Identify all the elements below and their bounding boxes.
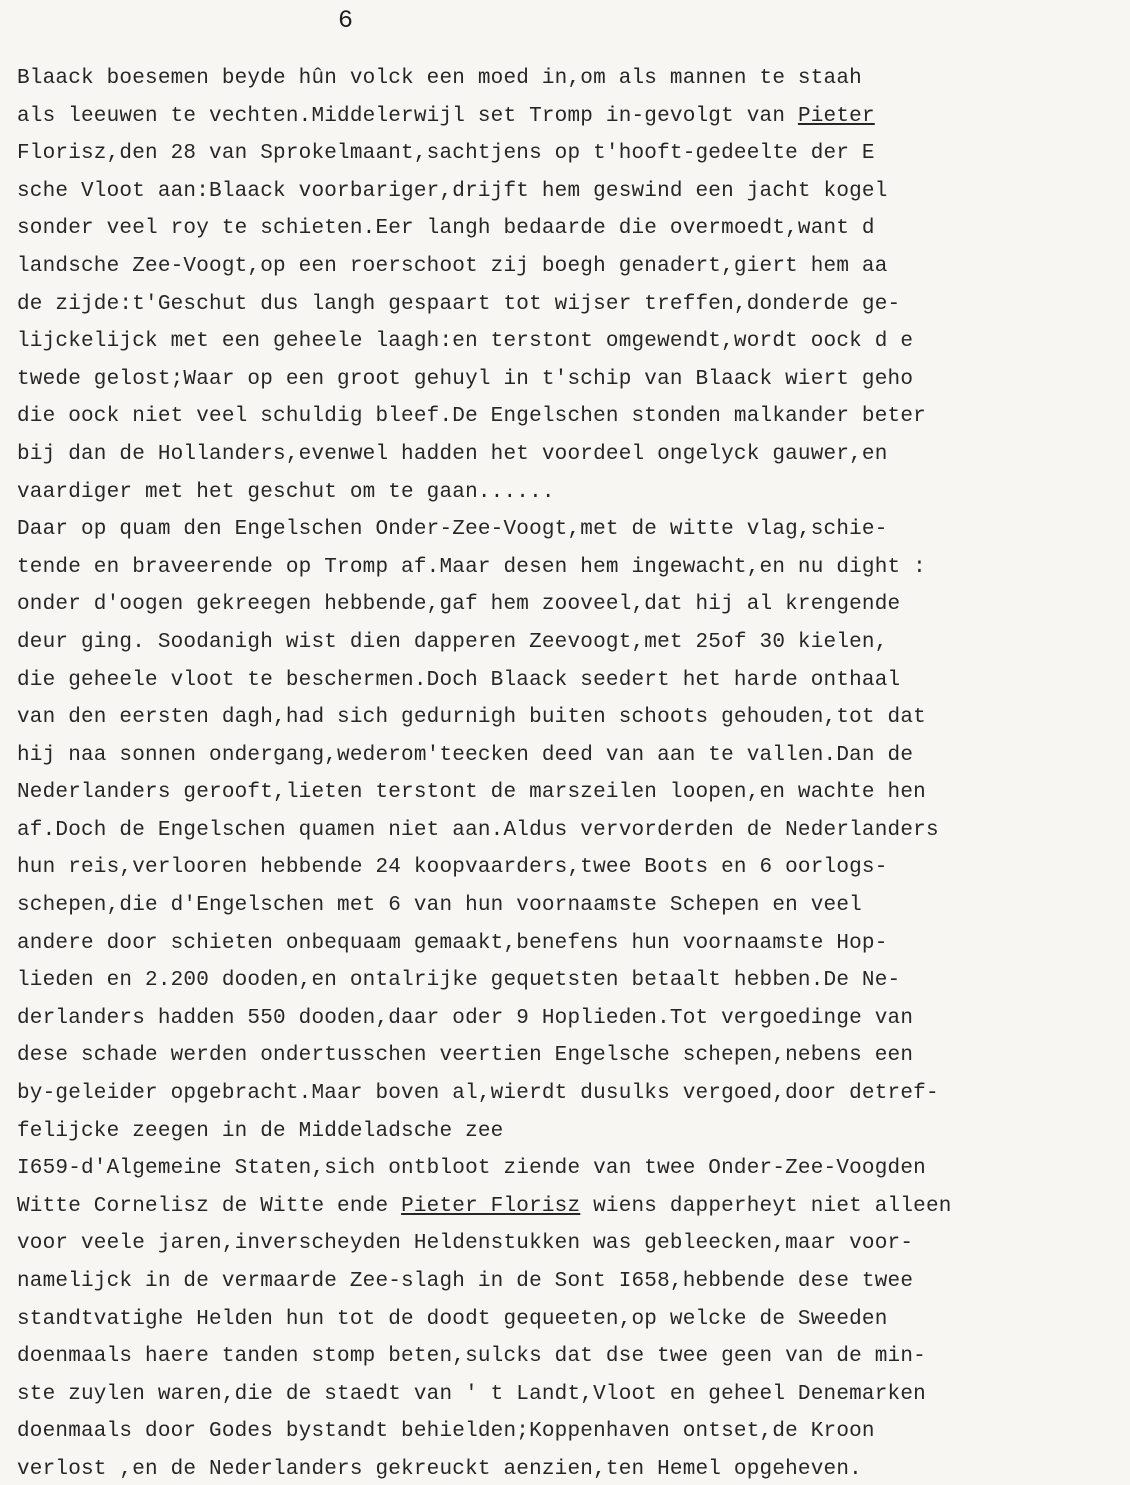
text-line: lijckelijck met een geheele laagh:en terstont omgewendt,wordt oock d e — [17, 330, 914, 354]
text-line: die geheele vloot te beschermen.Doch Blaack seedert het harde onthaal — [17, 668, 901, 692]
text-line: twede gelost;Waar op een groot gehuyl in t'schip van Blaack wiert geho — [17, 367, 914, 391]
text-line: de zijde:t'Geschut dus langh gespaart tot wijser treffen,donderde ge- — [17, 292, 901, 316]
text-line: lieden en 2.200 dooden,en ontalrijke gequetsten betaalt hebben.De Ne- — [17, 969, 901, 993]
text-line: van den eersten dagh,had sich gedurnigh buiten schoots gehouden,tot dat — [17, 706, 926, 730]
text-line: die oock niet veel schuldig bleef.De Engelschen stonden malkander beter — [17, 405, 926, 429]
text-line: andere door schieten onbequaam gemaakt,benefens hun voornaamste Hop- — [17, 931, 888, 955]
underlined-name: Pieter Florisz — [401, 1194, 581, 1218]
text-line: voor veele jaren,inverscheyden Heldenstukken was gebleecken,maar voor- — [17, 1232, 914, 1256]
text-line: Witte Cornelisz de Witte ende Pieter Florisz wiens dapperheyt niet alleen — [17, 1194, 952, 1218]
text-line: schepen,die d'Engelschen met 6 van hun voornaamste Schepen en veel — [17, 894, 862, 918]
text-line: derlanders hadden 550 dooden,daar oder 9 Hoplieden.Tot vergoedinge van — [17, 1006, 914, 1030]
underlined-name: Pieter — [797, 104, 875, 128]
text-line: als leeuwen te vechten.Middelerwijl set Tromp in-gevolgt van Pieter — [17, 104, 875, 128]
text-line: sche Vloot aan:Blaack voorbariger,drijft hem geswind een jacht kogel — [17, 179, 888, 203]
text-line: vaardiger met het geschut om te gaan...... — [17, 480, 555, 504]
text-line: hij naa sonnen ondergang,wederom'teecken deed van aan te vallen.Dan de — [17, 743, 914, 767]
text-line: landsche Zee-Voogt,op een roerschoot zij boegh genadert,giert hem aa — [17, 254, 888, 278]
page-number: 6 — [338, 6, 355, 35]
text-line: Blaack boesemen beyde hûn volck een moed in,om als mannen te staah — [17, 67, 862, 90]
text-line: hun reis,verlooren hebbende 24 koopvaarders,twee Boots en 6 oorlogs- — [17, 856, 888, 880]
typewritten-text-block — [17, 60, 1129, 1485]
text-line: deur ging. Soodanigh wist dien dapperen Zeevoogt,met 25of 30 kielen, — [17, 630, 888, 654]
text-line: onder d'oogen gekreegen hebbende,gaf hem zooveel,dat hij al krengende — [17, 593, 901, 617]
text-line: verlost ,en de Nederlanders gekreuckt aenzien,ten Hemel opgeheven. — [17, 1457, 862, 1481]
text-line: ste zuylen waren,die de staedt van ' t Landt,Vloot en geheel Denemarken — [17, 1382, 926, 1406]
text-line: by-geleider opgebracht.Maar boven al,wierdt dusulks vergoed,door detref- — [17, 1082, 939, 1106]
text-line: af.Doch de Engelschen quamen niet aan.Aldus vervorderden de Nederlanders — [17, 818, 939, 842]
text-line: I659-d'Algemeine Staten,sich ontbloot ziende van twee Onder-Zee-Voogden — [17, 1157, 926, 1181]
text-line: tende en braveerende op Tromp af.Maar desen hem ingewacht,en nu dight : — [17, 555, 926, 579]
text-line: doenmaals door Godes bystandt behielden;Koppenhaven ontset,de Kroon — [17, 1420, 875, 1444]
text-line: dese schade werden ondertusschen veertien Engelsche schepen,nebens een — [17, 1044, 914, 1068]
text-line: bij dan de Hollanders,evenwel hadden het voordeel ongelyck gauwer,en — [17, 442, 888, 466]
text-line: doenmaals haere tanden stomp beten,sulcks dat dse twee geen van de min- — [17, 1345, 926, 1369]
text-line: sonder veel roy te schieten.Eer langh bedaarde die overmoedt,want d — [17, 217, 875, 241]
text-line: Nederlanders gerooft,lieten terstont de marszeilen loopen,en wachte hen — [17, 781, 926, 805]
text-line: namelijck in de vermaarde Zee-slagh in de Sont I658,hebbende dese twee — [17, 1270, 914, 1293]
text-line: Florisz,den 28 van Sprokelmaant,sachtjens op t'hooft-gedeelte der E — [17, 142, 875, 166]
text-line: felijcke zeegen in de Middeladsche zee — [17, 1119, 504, 1143]
text-line: standtvatighe Helden hun tot de doodt gequeeten,op welcke de Sweeden — [17, 1307, 888, 1331]
text-line: Daar op quam den Engelschen Onder-Zee-Voogt,met de witte vlag,schie- — [17, 518, 888, 542]
